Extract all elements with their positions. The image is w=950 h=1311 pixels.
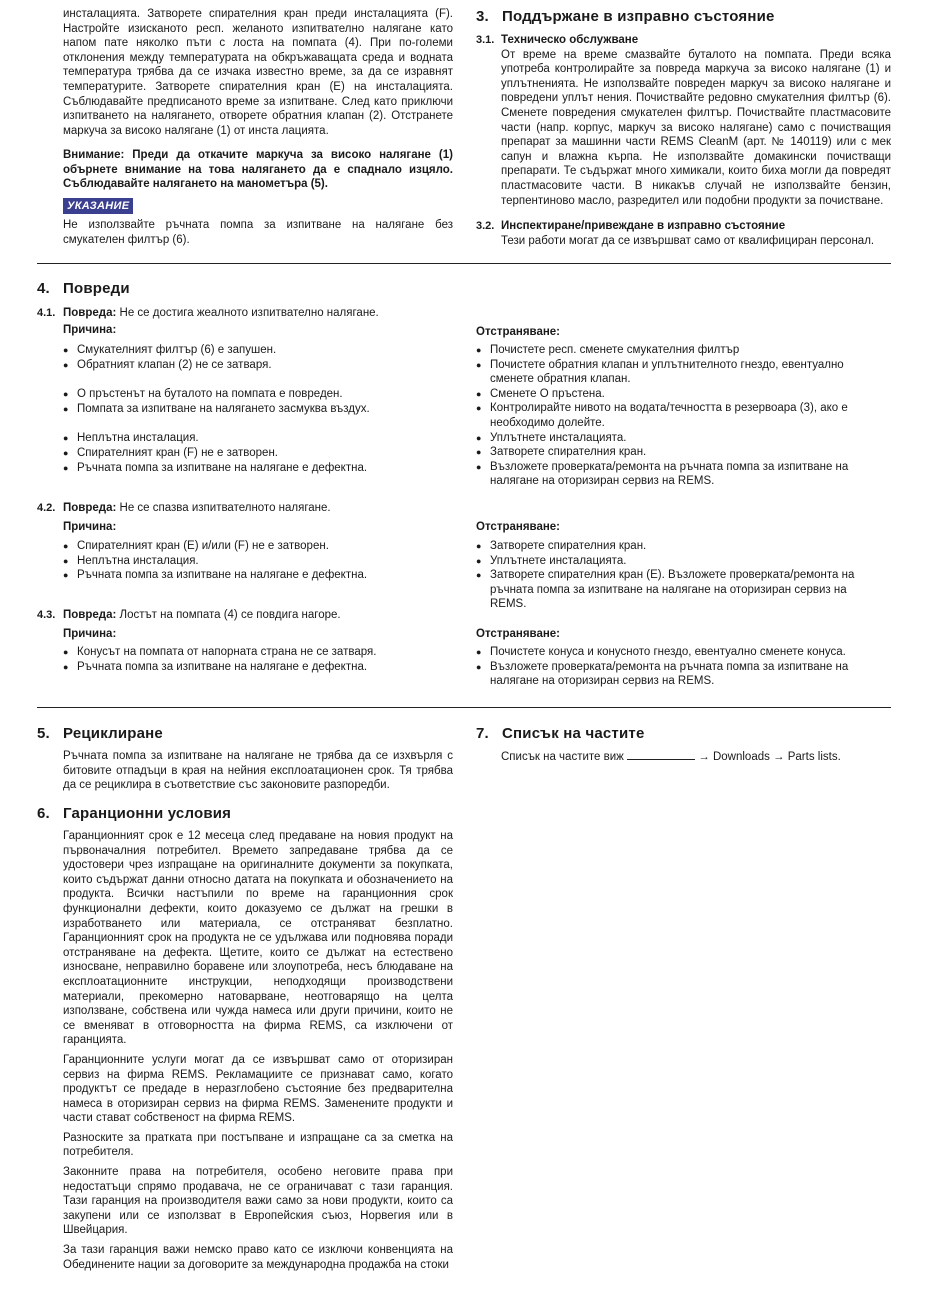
list-item: ● Спирателният кран (E) и/или (F) не е затворен. — [63, 539, 458, 554]
section-3-title: 3. Поддържане в изправно състояние — [476, 8, 775, 25]
cause-label: Причина: — [63, 323, 117, 336]
subsection-3-2-title: Инспектиране/привеждане в изправно състояние — [501, 220, 786, 232]
fault-4-3-causes — [63, 645, 458, 674]
list-item: ● Почистете конуса и конусното гнездо, евентуално сменете конуса. — [476, 645, 876, 660]
section-4-title: 4. Повреди — [37, 280, 130, 297]
cause-label: Причина: — [63, 627, 117, 640]
list-item: ● Конусът на помпата от напорната страна не се затваря. — [63, 645, 458, 660]
warranty-paragraph-4: Законните права на потребителя, особено неговите права при недостатъци спрямо продавача, не се ограничават с тази гаранция. Тази гаранция на производителя важи само за нови продукти, които са закупени или се използват в Европейския съюз, Норвегия или в Швейцария. — [63, 1166, 453, 1237]
warranty-paragraph-2: Гаранционните услуги могат да се извършват само от оторизиран сервиз на фирма REMS. Рекламациите се признават само, когато продуктът се предаде в неразглобено състояние без предварителна намеса в оторизиран сервиз на фирма REMS. Заменените продукти и части стават собственост на фирма REMS. — [63, 1053, 453, 1125]
list-item: ● О пръстенът на буталото на помпата е повреден. — [63, 387, 458, 402]
list-item: ● Ръчната помпа за изпитване на налягане е дефектна. — [63, 461, 458, 476]
install-paragraph: инсталацията. Затворете спирателния кран преди инсталацията (F). Настройте изисканото респ. желаното изпитвателно налягане като напом пате няколко пъти с лоста на помпата (4). При по-големи отклонения между температурата на обкръжаващата среда и водната температура трябва да се изчака известно време, за да се изравнят температурите. Затворете спирателния кран (E) на инсталацията. Съблюдавайте предписаното време за изпитване. След като приключи изпитването на налягането, отворете обратния клапан (2). Отстранете маркуча за високо налягане (1) от инста лацията. — [63, 8, 453, 137]
fault-4-3: 4.3. Повреда: Лостът на помпата (4) се повдига нагоре. Причина: — [37, 608, 457, 641]
list-item: ● Неплътна инсталация. — [63, 554, 458, 569]
fix-label: Отстраняване: — [476, 521, 561, 533]
list-item: ● Уплътнете инсталацията. — [476, 554, 886, 569]
fault-4-2-causes — [63, 539, 458, 583]
fix-label: Отстраняване: — [476, 326, 561, 338]
cause-label: Причина: — [63, 520, 117, 533]
fix-label: Отстраняване: — [476, 628, 561, 640]
warranty-text — [63, 829, 453, 1272]
fault-4-2: 4.2. Повреда: Не се спазва изпитвателното налягане. Причина: — [37, 501, 457, 534]
section-6-title: 6. Гаранционни условия — [37, 805, 232, 822]
list-item: ● Възложете проверката/ремонта на ръчната помпа за изпитване на налягане на оторизиран сервиз на REMS. — [476, 660, 876, 689]
list-item: ● Ръчната помпа за изпитване на налягане е дефектна. — [63, 660, 458, 675]
fault-4-1-text: Не се достига жеалното изпитвателно налягане. — [119, 307, 379, 319]
divider — [37, 707, 891, 708]
list-item: ● Сменете О пръстена. — [476, 387, 876, 402]
section-7-title: 7. Списък на частите — [476, 725, 645, 742]
fault-4-1: 4.1. Повреда: Не се достига жеалното изпитвателно налягане. Причина: — [37, 306, 457, 337]
url-blank — [627, 749, 695, 760]
maintenance-text: От време на време смазвайте буталото на помпата. Преди всяка употреба контролирайте за повреда маркуча за високо налягане (1) и уплътненията. Не използвайте повреден маркуч за високо налягане и повредени уплът нения. Почиствайте редовно смукателния филтър (6). Сменете повредения смукателен филтър. Почиствайте пластмасовите части (напр. корпус, маркуч за високо налягане) само с почистващия препарат за машинни части REMS CleanM (арт. № 140119) или с мек сапун и влажна кърпа. Не използвайте домакински почистващи препарати. Те съдържат много химикали, които биха могли да повредят пластмасовите части. В никакъв случай не използвайте бензин, терпентиново масло, разредител или подобни продукти за почистване. — [501, 48, 891, 207]
list-item: ● Помпата за изпитване на налягането засмуква въздух. — [63, 402, 458, 417]
subsection-3-1-title: Техническо обслужване — [501, 34, 639, 46]
list-item: ● Уплътнете инсталацията. — [476, 431, 876, 446]
list-item: ● Обратният клапан (2) не се затваря. — [63, 358, 458, 373]
list-item: ● Контролирайте нивото на водата/течността в резервоара (3), ако е необходимо долейте. — [476, 401, 876, 430]
fault-4-1-fixes — [476, 343, 876, 489]
list-item: ● Почистете респ. сменете смукателния филтър — [476, 343, 876, 358]
fault-4-3-fixes — [476, 645, 876, 689]
recycling-text: Ръчната помпа за изпитване на налягане не трябва да се изхвърля с битовите отпадъци в края на нейния експлоатационен срок. Тя трябва да се рециклира в съответствие със законовите разпоредби. — [63, 750, 453, 792]
list-item: ● Ръчната помпа за изпитване на налягане е дефектна. — [63, 568, 458, 583]
list-item: ● Неплътна инсталация. — [63, 431, 458, 446]
list-item: ● Почистете обратния клапан и уплътнителното гнездо, евентуално сменете обратния клапан. — [476, 358, 876, 387]
list-item: ● Спирателният кран (F) не е затворен. — [63, 446, 458, 461]
warranty-paragraph-5: За тази гаранция важи немско право като се изключи конвенцията на Обединените нации за договорите за международна продажба на стоки — [63, 1244, 453, 1271]
list-item: ● Затворете спирателния кран (E). Възложете проверката/ремонта на ръчната помпа за изпитване на налягане на оторизиран сервиз на REMS. — [476, 568, 886, 612]
fault-4-3-text: Лостът на помпата (4) се повдига нагоре. — [119, 609, 341, 621]
subsection-3-2: 3.2. Инспектиране/привеждане в изправно състояние Тези работи могат да се извършват само от квалифициран персонал. — [476, 219, 891, 248]
subsection-3-1: 3.1. Техническо обслужване От време на време смазвайте буталото на помпата. Преди всяка употреба контролирайте за повреда маркуча за високо налягане (1) и уплътненията. Не използвайте повреден маркуч за високо налягане и повредени уплът нения. Почиствайте редовно смукателния филтър (6). Сменете повредения смукателен филтър. Почиствайте пластмасовите части (напр. корпус, маркуч за високо налягане) само с почистващия препарат за машинни части REMS CleanM (арт. № 140119) или с мек сапун и влажна кърпа. Не използвайте домакински почистващи препарати. Те съдържат много химикали, които биха могли да повредят пластмасовите части. В никакъв случай не използвайте бензин, терпентиново масло, разредител или подобни продукти за почистване. — [476, 34, 891, 207]
list-item: ● Възложете проверката/ремонта на ръчната помпа за изпитване на налягане на оторизиран сервиз на REMS. — [476, 460, 876, 489]
list-item: ● Затворете спирателния кран. — [476, 445, 876, 460]
section-5-title: 5. Рециклиране — [37, 725, 163, 742]
warning-paragraph: Внимание: Преди да откачите маркуча за високо налягане (1) обърнете внимание на това налягането да е спаднало изцяло. Съблюдавайте налягането на манометъра (5). — [63, 149, 453, 191]
divider — [37, 263, 891, 264]
warranty-paragraph-3: Разноските за пратката при постъпване и изпращане са за сметка на потребителя. — [63, 1131, 453, 1159]
note-badge: УКАЗАНИЕ — [63, 198, 133, 214]
parts-list-text: Списък на частите виж → Downloads → Parts lists. — [501, 751, 841, 763]
warranty-paragraph-1: Гаранционният срок е 12 месеца след предаване на новия продукт на първоначалния потребител. Времето запредаване трябва да се удостовери чрез изпращане на оригиналните документи за покупката, които съдържат данни относно датата на покупката и обозначението на продукта. Всички настъпили по време на гаранционния срок функционални дефекти, които доказуемо се дължат на грешки в изработването или материала, се отстраняват безплатно. Гаранционният срок на продукта не се удължава или подновява поради отстраняване на дефекта. Щетите, които се дължат на естествено износване, неправилно боравене или злоупотреба, несъ блюдаване на експлоатационните инструкции, неподходящи производствени материали, прекомерно натоварване, неотговарящо на целта използване, собствена или чужда намеса или други причини, които не се вменяват в отговорността на фирма REMS, са изключени от гаранцията. — [63, 830, 453, 1047]
fault-4-1-causes — [63, 343, 458, 475]
fault-4-2-fixes — [476, 539, 886, 612]
inspection-text: Тези работи могат да се извършват само от квалифициран персонал. — [501, 234, 875, 247]
list-item: ● Смукателният филтър (6) е запушен. — [63, 343, 458, 358]
note-text: Не използвайте ръчната помпа за изпитване на налягане без смукателен филтър (6). — [63, 219, 453, 246]
list-item: ● Затворете спирателния кран. — [476, 539, 886, 554]
fault-4-2-text: Не се спазва изпитвателното налягане. — [119, 502, 331, 514]
